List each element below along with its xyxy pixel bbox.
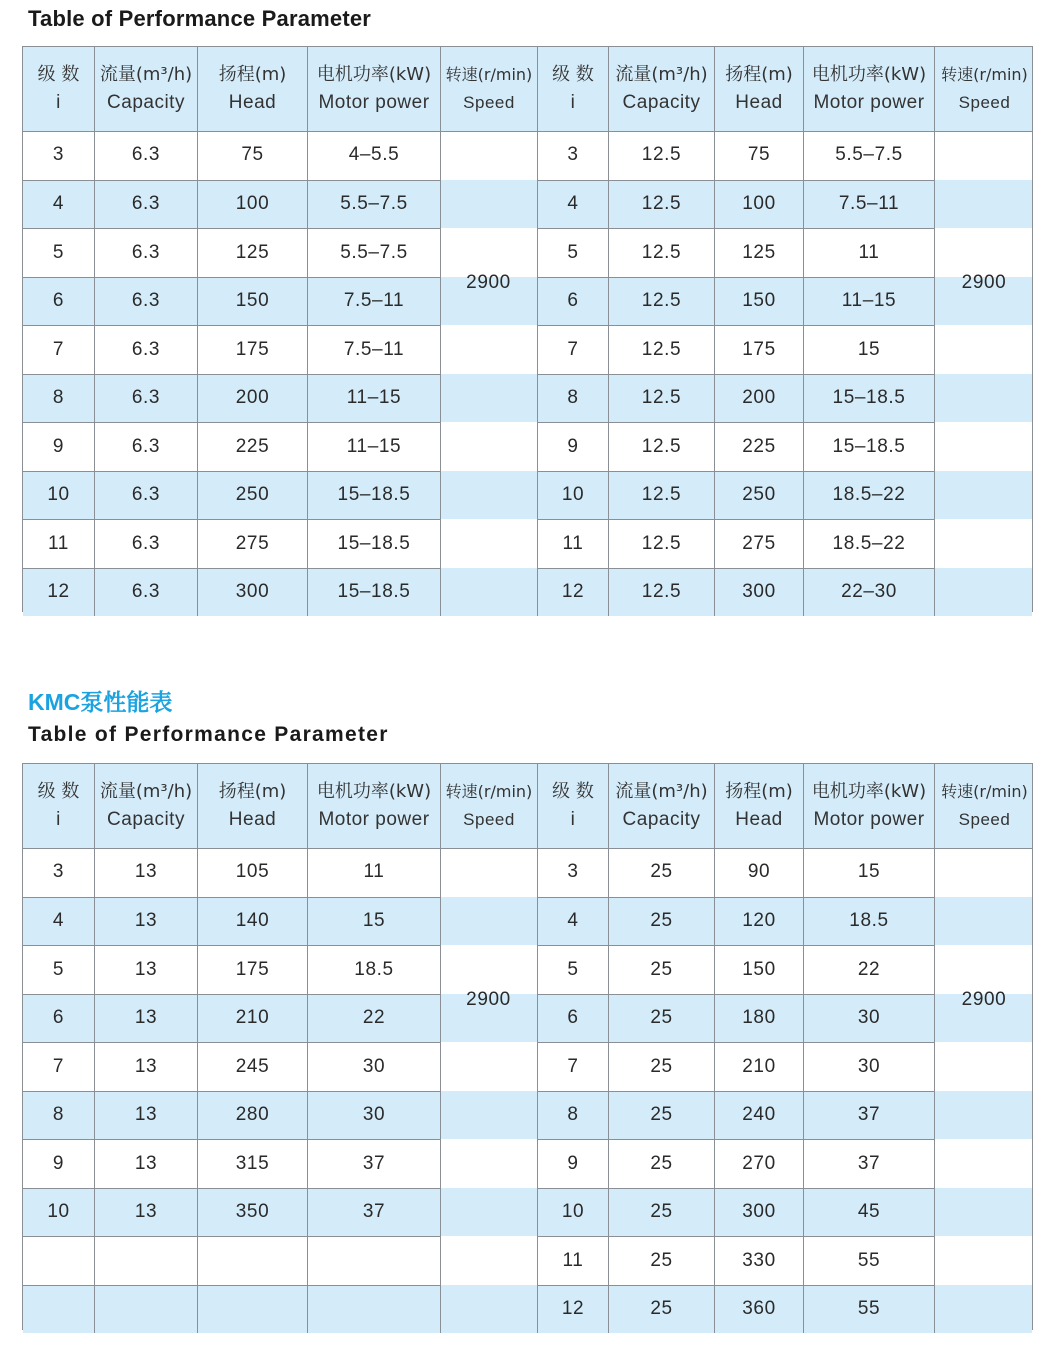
speed-value-merged: 2900 <box>961 271 1007 293</box>
cell-stage: 8 <box>537 1091 608 1140</box>
header-speed-left <box>440 47 537 131</box>
cell-stage: 8 <box>23 1091 94 1140</box>
cell-motor-power: 18.5 <box>307 945 440 994</box>
cell-speed <box>440 1139 537 1188</box>
cell-head: 245 <box>197 1042 307 1091</box>
cell-head: 140 <box>197 897 307 946</box>
cell-stage: 9 <box>537 1139 608 1188</box>
cell-stage <box>23 1236 94 1285</box>
cell-stage: 4 <box>537 180 608 229</box>
cell-speed <box>934 228 1034 277</box>
cell-speed <box>934 325 1034 374</box>
cell-head: 120 <box>714 897 803 946</box>
cell-head: 180 <box>714 994 803 1043</box>
cell-motor-power <box>307 1285 440 1334</box>
cell-stage: 3 <box>52 144 65 166</box>
header-capacity-left <box>94 47 197 131</box>
header-label-cn: 转速(r/min) <box>941 65 1028 84</box>
cell-head: 240 <box>714 1091 803 1140</box>
header-label-en: Capacity <box>622 92 701 113</box>
cell-head: 200 <box>714 374 803 423</box>
cell-speed <box>934 1042 1034 1091</box>
cell-capacity: 13 <box>94 1139 197 1188</box>
section-2-title: Table of Performance Parameter <box>28 723 389 746</box>
cell-stage: 11 <box>537 1236 608 1285</box>
cell-motor-power: 11 <box>307 848 440 897</box>
cell-motor-power: 15 <box>803 325 934 374</box>
cell-motor-power: 15 <box>307 897 440 946</box>
cell-speed <box>440 325 537 374</box>
table-header <box>23 764 1032 849</box>
cell-head: 150 <box>714 277 803 326</box>
cell-motor-power: 55 <box>803 1285 934 1334</box>
cell-capacity: 6.3 <box>94 228 197 277</box>
header-speed-right <box>934 47 1034 131</box>
cell-capacity: 12.5 <box>608 519 714 568</box>
cell-stage: 6 <box>537 994 608 1043</box>
header-capacity-left <box>94 764 197 848</box>
cell-stage: 5 <box>23 228 94 277</box>
cell-motor-power: 11–15 <box>307 374 440 423</box>
header-label-cn: 流量(m³/h) <box>99 64 193 85</box>
cell-speed <box>934 1285 1034 1334</box>
cell-capacity <box>94 1285 197 1334</box>
cell-speed <box>934 1139 1034 1188</box>
header-label-cn: 转速(r/min) <box>445 65 533 84</box>
cell-speed <box>440 1285 537 1334</box>
cell-stage: 9 <box>23 1139 94 1188</box>
cell-capacity: 6.3 <box>94 374 197 423</box>
cell-head: 330 <box>714 1236 803 1285</box>
cell-speed <box>440 180 537 229</box>
cell-capacity: 6.3 <box>94 568 197 617</box>
cell-speed <box>440 1236 537 1285</box>
header-label-en: Motor power <box>318 92 430 113</box>
cell-stage: 4 <box>537 897 608 946</box>
cell-head: 315 <box>197 1139 307 1188</box>
table-row <box>23 422 1032 471</box>
cell-capacity: 12.5 <box>608 131 714 180</box>
cell-motor-power: 15–18.5 <box>803 374 934 423</box>
performance-table-1 <box>22 46 1033 612</box>
header-motor-power-left <box>307 47 440 131</box>
cell-motor-power: 22 <box>307 994 440 1043</box>
cell-motor-power: 37 <box>307 1139 440 1188</box>
cell-stage: 9 <box>23 422 94 471</box>
cell-speed <box>440 131 537 180</box>
cell-head <box>197 1285 307 1334</box>
header-motor-power-right <box>803 764 934 848</box>
table-row <box>23 897 1032 946</box>
header-label-cn: 级 数 <box>37 64 80 85</box>
header-label-cn: 电机功率(kW) <box>316 64 432 85</box>
cell-motor-power: 7.5–11 <box>307 325 440 374</box>
cell-stage: 12 <box>537 568 608 617</box>
cell-speed <box>440 945 537 994</box>
cell-motor-power: 30 <box>307 1091 440 1140</box>
cell-speed <box>934 374 1034 423</box>
cell-motor-power: 5.5–7.5 <box>803 131 934 180</box>
cell-head: 360 <box>714 1285 803 1334</box>
cell-capacity: 13 <box>94 1188 197 1237</box>
cell-capacity: 25 <box>608 897 714 946</box>
cell-speed <box>934 519 1034 568</box>
cell-head: 100 <box>714 180 803 229</box>
cell-capacity: 6.3 <box>94 277 197 326</box>
header-label-cn: 电机功率(kW) <box>811 781 927 802</box>
header-label-cn: 扬程(m) <box>725 64 793 85</box>
cell-motor-power: 7.5–11 <box>307 277 440 326</box>
header-label-en: Speed <box>463 810 515 829</box>
cell-motor-power: 18.5 <box>803 897 934 946</box>
table-row <box>23 1139 1032 1188</box>
header-label-en: Motor power <box>813 92 925 113</box>
cell-stage: 10 <box>23 471 94 520</box>
table-row <box>23 945 1032 994</box>
cell-stage: 11 <box>537 519 608 568</box>
cell-capacity: 13 <box>94 1042 197 1091</box>
cell-capacity: 12.5 <box>608 422 714 471</box>
cell-capacity: 25 <box>608 1188 714 1237</box>
table-row <box>23 1236 1032 1285</box>
header-capacity-right <box>608 764 714 848</box>
header-label-cn: 级 数 <box>552 64 594 85</box>
header-label-en: Motor power <box>318 809 430 830</box>
cell-motor-power: 18.5–22 <box>803 519 934 568</box>
header-speed-right <box>934 764 1034 848</box>
cell-motor-power: 55 <box>803 1236 934 1285</box>
cell-capacity: 13 <box>94 945 197 994</box>
header-motor-power-right <box>803 47 934 131</box>
cell-stage: 7 <box>537 325 608 374</box>
cell-stage: 7 <box>537 1042 608 1091</box>
header-label-cn: 级 数 <box>37 781 80 802</box>
header-label-cn: 转速(r/min) <box>445 782 533 801</box>
cell-head: 300 <box>714 1188 803 1237</box>
header-label-en: Capacity <box>622 809 701 830</box>
cell-stage: 9 <box>537 422 608 471</box>
cell-head: 100 <box>197 180 307 229</box>
cell-head: 225 <box>197 422 307 471</box>
cell-capacity <box>94 1236 197 1285</box>
table-row <box>23 568 1032 617</box>
cell-speed <box>934 1236 1034 1285</box>
cell-head: 150 <box>197 277 307 326</box>
header-head-right <box>714 764 803 848</box>
cell-head: 270 <box>714 1139 803 1188</box>
cell-motor-power: 45 <box>803 1188 934 1237</box>
cell-speed <box>934 131 1034 180</box>
cell-head: 90 <box>714 848 803 897</box>
cell-motor-power: 30 <box>803 1042 934 1091</box>
table-row <box>23 471 1032 520</box>
header-label-en: Head <box>735 809 783 830</box>
cell-head: 105 <box>197 848 307 897</box>
cell-motor-power: 4–5.5 <box>307 131 440 180</box>
header-label-en: i <box>570 809 576 830</box>
speed-value-merged: 2900 <box>961 988 1007 1010</box>
cell-stage: 3 <box>52 861 65 883</box>
cell-capacity: 25 <box>608 1285 714 1334</box>
header-stage-right <box>537 764 608 848</box>
cell-capacity: 12.5 <box>608 180 714 229</box>
cell-head: 150 <box>714 945 803 994</box>
cell-motor-power: 11–15 <box>307 422 440 471</box>
cell-stage: 8 <box>23 374 94 423</box>
cell-stage: 6 <box>537 277 608 326</box>
cell-head: 275 <box>714 519 803 568</box>
cell-motor-power: 30 <box>307 1042 440 1091</box>
cell-motor-power: 18.5–22 <box>803 471 934 520</box>
header-label-en: Speed <box>958 810 1011 829</box>
cell-stage: 6 <box>23 277 94 326</box>
cell-motor-power: 37 <box>803 1091 934 1140</box>
cell-head: 225 <box>714 422 803 471</box>
table-row <box>23 228 1032 277</box>
cell-head: 75 <box>197 131 307 180</box>
header-label-en: i <box>56 809 61 830</box>
speed-value-merged: 2900 <box>466 271 511 293</box>
cell-speed <box>934 1188 1034 1237</box>
header-label-cn: 扬程(m) <box>725 781 793 802</box>
cell-speed <box>440 568 537 617</box>
cell-capacity: 12.5 <box>608 228 714 277</box>
cell-motor-power: 5.5–7.5 <box>307 180 440 229</box>
header-label-en: i <box>56 92 61 113</box>
section-2-cn-title: KMC泵性能表 <box>28 689 173 715</box>
cell-motor-power: 7.5–11 <box>803 180 934 229</box>
cell-speed <box>934 1091 1034 1140</box>
table-row <box>23 519 1032 568</box>
cell-capacity: 12.5 <box>608 277 714 326</box>
cell-stage: 8 <box>537 374 608 423</box>
cell-stage: 5 <box>537 945 608 994</box>
header-head-left <box>197 47 307 131</box>
table-row <box>23 374 1032 423</box>
table-row <box>23 848 1032 897</box>
cell-speed <box>440 519 537 568</box>
cell-speed <box>934 945 1034 994</box>
header-label-cn: 流量(m³/h) <box>615 64 708 85</box>
header-stage-left <box>23 764 94 848</box>
table-row <box>23 1042 1032 1091</box>
header-label-en: i <box>570 92 576 113</box>
cell-stage: 5 <box>23 945 94 994</box>
cell-head: 210 <box>714 1042 803 1091</box>
header-label-cn: 电机功率(kW) <box>811 64 927 85</box>
cell-capacity: 12.5 <box>608 568 714 617</box>
cell-stage <box>23 1285 94 1334</box>
cell-head <box>197 1236 307 1285</box>
cell-speed <box>440 471 537 520</box>
table-header <box>23 47 1032 132</box>
cell-speed <box>934 897 1034 946</box>
section-1-title: Table of Performance Parameter <box>28 6 372 31</box>
cell-capacity: 12.5 <box>608 374 714 423</box>
cell-stage: 7 <box>23 1042 94 1091</box>
cell-stage: 10 <box>537 471 608 520</box>
cell-motor-power: 22–30 <box>803 568 934 617</box>
cell-speed <box>440 1091 537 1140</box>
cell-motor-power: 5.5–7.5 <box>307 228 440 277</box>
cell-capacity: 25 <box>608 1091 714 1140</box>
cell-motor-power: 15–18.5 <box>307 568 440 617</box>
header-head-left <box>197 764 307 848</box>
table-row <box>23 325 1032 374</box>
cell-head: 175 <box>197 945 307 994</box>
cell-head: 125 <box>197 228 307 277</box>
header-label-en: Head <box>228 809 277 830</box>
cell-speed <box>440 1042 537 1091</box>
cell-motor-power: 15–18.5 <box>307 519 440 568</box>
header-label-cn: 级 数 <box>552 781 594 802</box>
cell-stage: 11 <box>23 519 94 568</box>
cell-capacity: 6.3 <box>94 422 197 471</box>
header-label-en: Speed <box>958 93 1011 112</box>
cell-motor-power: 15 <box>803 848 934 897</box>
cell-speed <box>440 374 537 423</box>
cell-motor-power: 22 <box>803 945 934 994</box>
cell-stage: 3 <box>537 848 608 897</box>
cell-capacity: 6.3 <box>94 519 197 568</box>
header-label-cn: 扬程(m) <box>218 64 287 85</box>
header-label-cn: 流量(m³/h) <box>615 781 708 802</box>
cell-capacity: 25 <box>608 994 714 1043</box>
cell-stage: 7 <box>23 325 94 374</box>
cell-stage: 4 <box>23 897 94 946</box>
cell-motor-power: 11 <box>803 228 934 277</box>
cell-head: 300 <box>714 568 803 617</box>
cell-head: 175 <box>197 325 307 374</box>
cell-capacity: 25 <box>608 1236 714 1285</box>
cell-motor-power <box>307 1236 440 1285</box>
header-head-right <box>714 47 803 131</box>
cell-capacity: 12.5 <box>608 325 714 374</box>
cell-head: 250 <box>714 471 803 520</box>
cell-speed <box>934 422 1034 471</box>
table-row <box>23 1188 1032 1237</box>
cell-stage: 12 <box>23 568 94 617</box>
header-label-en: Capacity <box>107 809 185 830</box>
table-row <box>23 1285 1032 1334</box>
cell-capacity: 25 <box>608 1042 714 1091</box>
cell-capacity: 6.3 <box>94 325 197 374</box>
table-row <box>23 180 1032 229</box>
header-label-en: Motor power <box>813 809 925 830</box>
cell-motor-power: 15–18.5 <box>307 471 440 520</box>
cell-speed <box>440 848 537 897</box>
cell-capacity: 13 <box>94 848 197 897</box>
cell-stage: 6 <box>23 994 94 1043</box>
header-label-en: Speed <box>463 93 515 112</box>
cell-capacity: 6.3 <box>94 131 197 180</box>
cell-motor-power: 30 <box>803 994 934 1043</box>
cell-capacity: 6.3 <box>94 471 197 520</box>
cell-motor-power: 37 <box>307 1188 440 1237</box>
header-stage-right <box>537 47 608 131</box>
cell-capacity: 6.3 <box>94 180 197 229</box>
cell-motor-power: 37 <box>803 1139 934 1188</box>
cell-speed <box>934 568 1034 617</box>
cell-stage: 10 <box>23 1188 94 1237</box>
cell-capacity: 13 <box>94 897 197 946</box>
cell-head: 300 <box>197 568 307 617</box>
header-label-cn: 扬程(m) <box>218 781 287 802</box>
header-stage-left <box>23 47 94 131</box>
cell-head: 210 <box>197 994 307 1043</box>
cell-speed <box>440 1188 537 1237</box>
cell-stage: 10 <box>537 1188 608 1237</box>
cell-stage: 5 <box>537 228 608 277</box>
cell-speed <box>934 848 1034 897</box>
header-label-en: Head <box>735 92 783 113</box>
header-capacity-right <box>608 47 714 131</box>
header-label-cn: 流量(m³/h) <box>99 781 193 802</box>
cell-head: 250 <box>197 471 307 520</box>
cell-head: 200 <box>197 374 307 423</box>
cell-capacity: 13 <box>94 1091 197 1140</box>
header-speed-left <box>440 764 537 848</box>
cell-speed <box>934 471 1034 520</box>
table-row <box>23 131 1032 180</box>
header-label-en: Capacity <box>107 92 185 113</box>
cell-head: 75 <box>714 131 803 180</box>
header-motor-power-left <box>307 764 440 848</box>
header-label-en: Head <box>228 92 277 113</box>
header-label-cn: 转速(r/min) <box>941 782 1028 801</box>
cell-capacity: 25 <box>608 945 714 994</box>
cell-head: 175 <box>714 325 803 374</box>
table-row <box>23 1091 1032 1140</box>
cell-capacity: 25 <box>608 848 714 897</box>
cell-head: 280 <box>197 1091 307 1140</box>
cell-speed <box>440 228 537 277</box>
cell-stage: 4 <box>23 180 94 229</box>
cell-motor-power: 15–18.5 <box>803 422 934 471</box>
speed-value-merged: 2900 <box>466 988 511 1010</box>
cell-stage: 12 <box>537 1285 608 1334</box>
cell-capacity: 25 <box>608 1139 714 1188</box>
cell-motor-power: 11–15 <box>803 277 934 326</box>
cell-head: 350 <box>197 1188 307 1237</box>
cell-capacity: 12.5 <box>608 471 714 520</box>
performance-table-2 <box>22 763 1033 1330</box>
cell-head: 275 <box>197 519 307 568</box>
header-label-cn: 电机功率(kW) <box>316 781 432 802</box>
cell-speed <box>440 897 537 946</box>
cell-stage: 3 <box>537 131 608 180</box>
cell-head: 125 <box>714 228 803 277</box>
cell-capacity: 13 <box>94 994 197 1043</box>
cell-speed <box>934 180 1034 229</box>
cell-speed <box>440 422 537 471</box>
